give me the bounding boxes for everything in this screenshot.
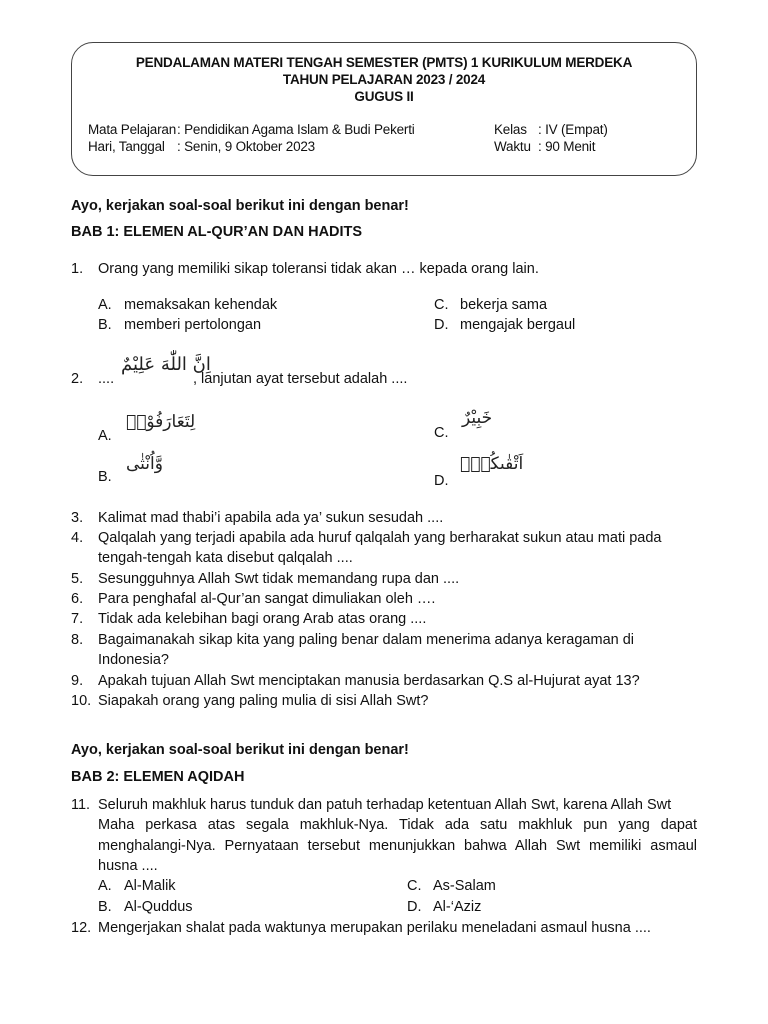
q2-option-a-letter: A. <box>98 428 112 444</box>
q8-number: 8. <box>71 632 84 648</box>
q2-number: 2. <box>71 371 84 387</box>
date-value: : Senin, 9 Oktober 2023 <box>177 139 315 154</box>
q4-text-line1: Qalqalah yang terjadi apabila ada huruf qalqalah yang berharakat sukun atau mati pada <box>98 530 662 546</box>
q2-option-d-letter: D. <box>434 473 449 489</box>
q4-text-line2: tengah-tengah kata disebut qalqalah .... <box>98 550 353 566</box>
q1-option-c: bekerja sama <box>460 297 548 313</box>
section2-title: BAB 2: ELEMEN AQIDAH <box>71 769 245 785</box>
q11-option-a-letter: A. <box>98 878 112 894</box>
q11-text-line1: Seluruh makhluk harus tunduk dan patuh terhadap ketentuan Allah Swt, karena Allah Swt <box>98 797 672 813</box>
q10-text: Siapakah orang yang paling mulia di sisi Allah Swt? <box>98 693 429 709</box>
q2-option-a-arabic: لِتَعَارَفُوْاۗ <box>126 412 196 432</box>
class-label: Kelas <box>494 122 527 137</box>
q2-arabic-verse: اِنَّ اللّٰهَ عَلِيْمٌ <box>121 354 211 375</box>
q1-text: Orang yang memiliki sikap toleransi tidak akan … kepada orang lain. <box>98 261 539 277</box>
q3-number: 3. <box>71 510 84 526</box>
q11-option-d: Al-‘Aziz <box>433 899 482 915</box>
section1-title: BAB 1: ELEMEN AL-QUR’AN DAN HADITS <box>71 224 363 240</box>
subject-label: Mata Pelajaran <box>88 122 177 137</box>
time-label: Waktu <box>494 139 531 154</box>
q4-number: 4. <box>71 530 84 546</box>
section2-instruction: Ayo, kerjakan soal-soal berikut ini dengan benar! <box>71 742 409 758</box>
q9-number: 9. <box>71 673 84 689</box>
date-label: Hari, Tanggal <box>88 139 165 154</box>
q11-option-b: Al-Quddus <box>124 899 193 915</box>
q11-number: 11. <box>71 797 91 813</box>
q9-text: Apakah tujuan Allah Swt menciptakan manusia berdasarkan Q.S al-Hujurat ayat 13? <box>98 673 640 689</box>
exam-header-box <box>71 42 697 176</box>
q12-text: Mengerjakan shalat pada waktunya merupakan perilaku meneladani asmaul husna .... <box>98 920 651 936</box>
exam-title-line3: GUGUS II <box>354 89 414 104</box>
q1-option-d: mengajak bergaul <box>460 317 576 333</box>
q10-number: 10. <box>71 693 92 709</box>
q8-text-line1: Bagaimanakah sikap kita yang paling benar dalam menerima adanya keragaman di <box>98 632 635 648</box>
q11-option-c-letter: C. <box>407 878 422 894</box>
q5-number: 5. <box>71 571 84 587</box>
q1-option-b: memberi pertolongan <box>124 317 262 333</box>
q1-option-b-letter: B. <box>98 317 112 333</box>
q2-suffix: , lanjutan ayat tersebut adalah .... <box>193 371 408 387</box>
q1-option-c-letter: C. <box>434 297 449 313</box>
q6-number: 6. <box>71 591 84 607</box>
q11-option-a: Al-Malik <box>124 878 176 894</box>
q3-text: Kalimat mad thabi’i apabila ada ya’ sukun sesudah .... <box>98 510 444 526</box>
subject-value: : Pendidikan Agama Islam & Budi Pekerti <box>177 122 415 137</box>
q11-text-line2: Maha perkasa atas segala makhluk-Nya. Tidak ada satu makhluk pun yang dapat <box>98 817 697 833</box>
exam-title-line2: TAHUN PELAJARAN 2023 / 2024 <box>282 72 486 87</box>
q2-option-c-letter: C. <box>434 425 449 441</box>
q11-option-d-letter: D. <box>407 899 422 915</box>
q11-text-line3: menghalangi-Nya. Pernyataan tersebut menunjukkan bahwa Allah Swt memiliki asmaul <box>98 838 697 854</box>
class-value: : IV (Empat) <box>538 122 608 137</box>
q11-option-c: As-Salam <box>433 878 496 894</box>
q8-text-line2: Indonesia? <box>98 652 169 668</box>
q2-option-b-letter: B. <box>98 469 112 485</box>
q2-option-d-arabic: اَتْقٰىكُمْۗ <box>460 454 524 474</box>
q11-text-line4: husna .... <box>98 858 158 874</box>
q12-number: 12. <box>71 920 92 936</box>
q7-number: 7. <box>71 611 84 627</box>
q5-text: Sesungguhnya Allah Swt tidak memandang rupa dan .... <box>98 571 460 587</box>
section1-instruction: Ayo, kerjakan soal-soal berikut ini dengan benar! <box>71 198 409 214</box>
q1-number: 1. <box>71 261 84 277</box>
q1-option-a-letter: A. <box>98 297 112 313</box>
q1-option-a: memaksakan kehendak <box>124 297 278 313</box>
q2-option-c-arabic: خَبِيْرٌ <box>462 408 493 428</box>
exam-title-line1: PENDALAMAN MATERI TENGAH SEMESTER (PMTS) 1 KURIKULUM MERDEKA <box>135 55 633 70</box>
q2-prefix: .... <box>98 371 115 387</box>
time-value: : 90 Menit <box>538 139 596 154</box>
q11-option-b-letter: B. <box>98 899 112 915</box>
q6-text: Para penghafal al-Qur’an sangat dimuliakan oleh …. <box>98 591 436 607</box>
q2-option-b-arabic: وَّاُنْثٰى <box>126 454 163 474</box>
q1-option-d-letter: D. <box>434 317 449 333</box>
q7-text: Tidak ada kelebihan bagi orang Arab atas orang .... <box>98 611 427 627</box>
